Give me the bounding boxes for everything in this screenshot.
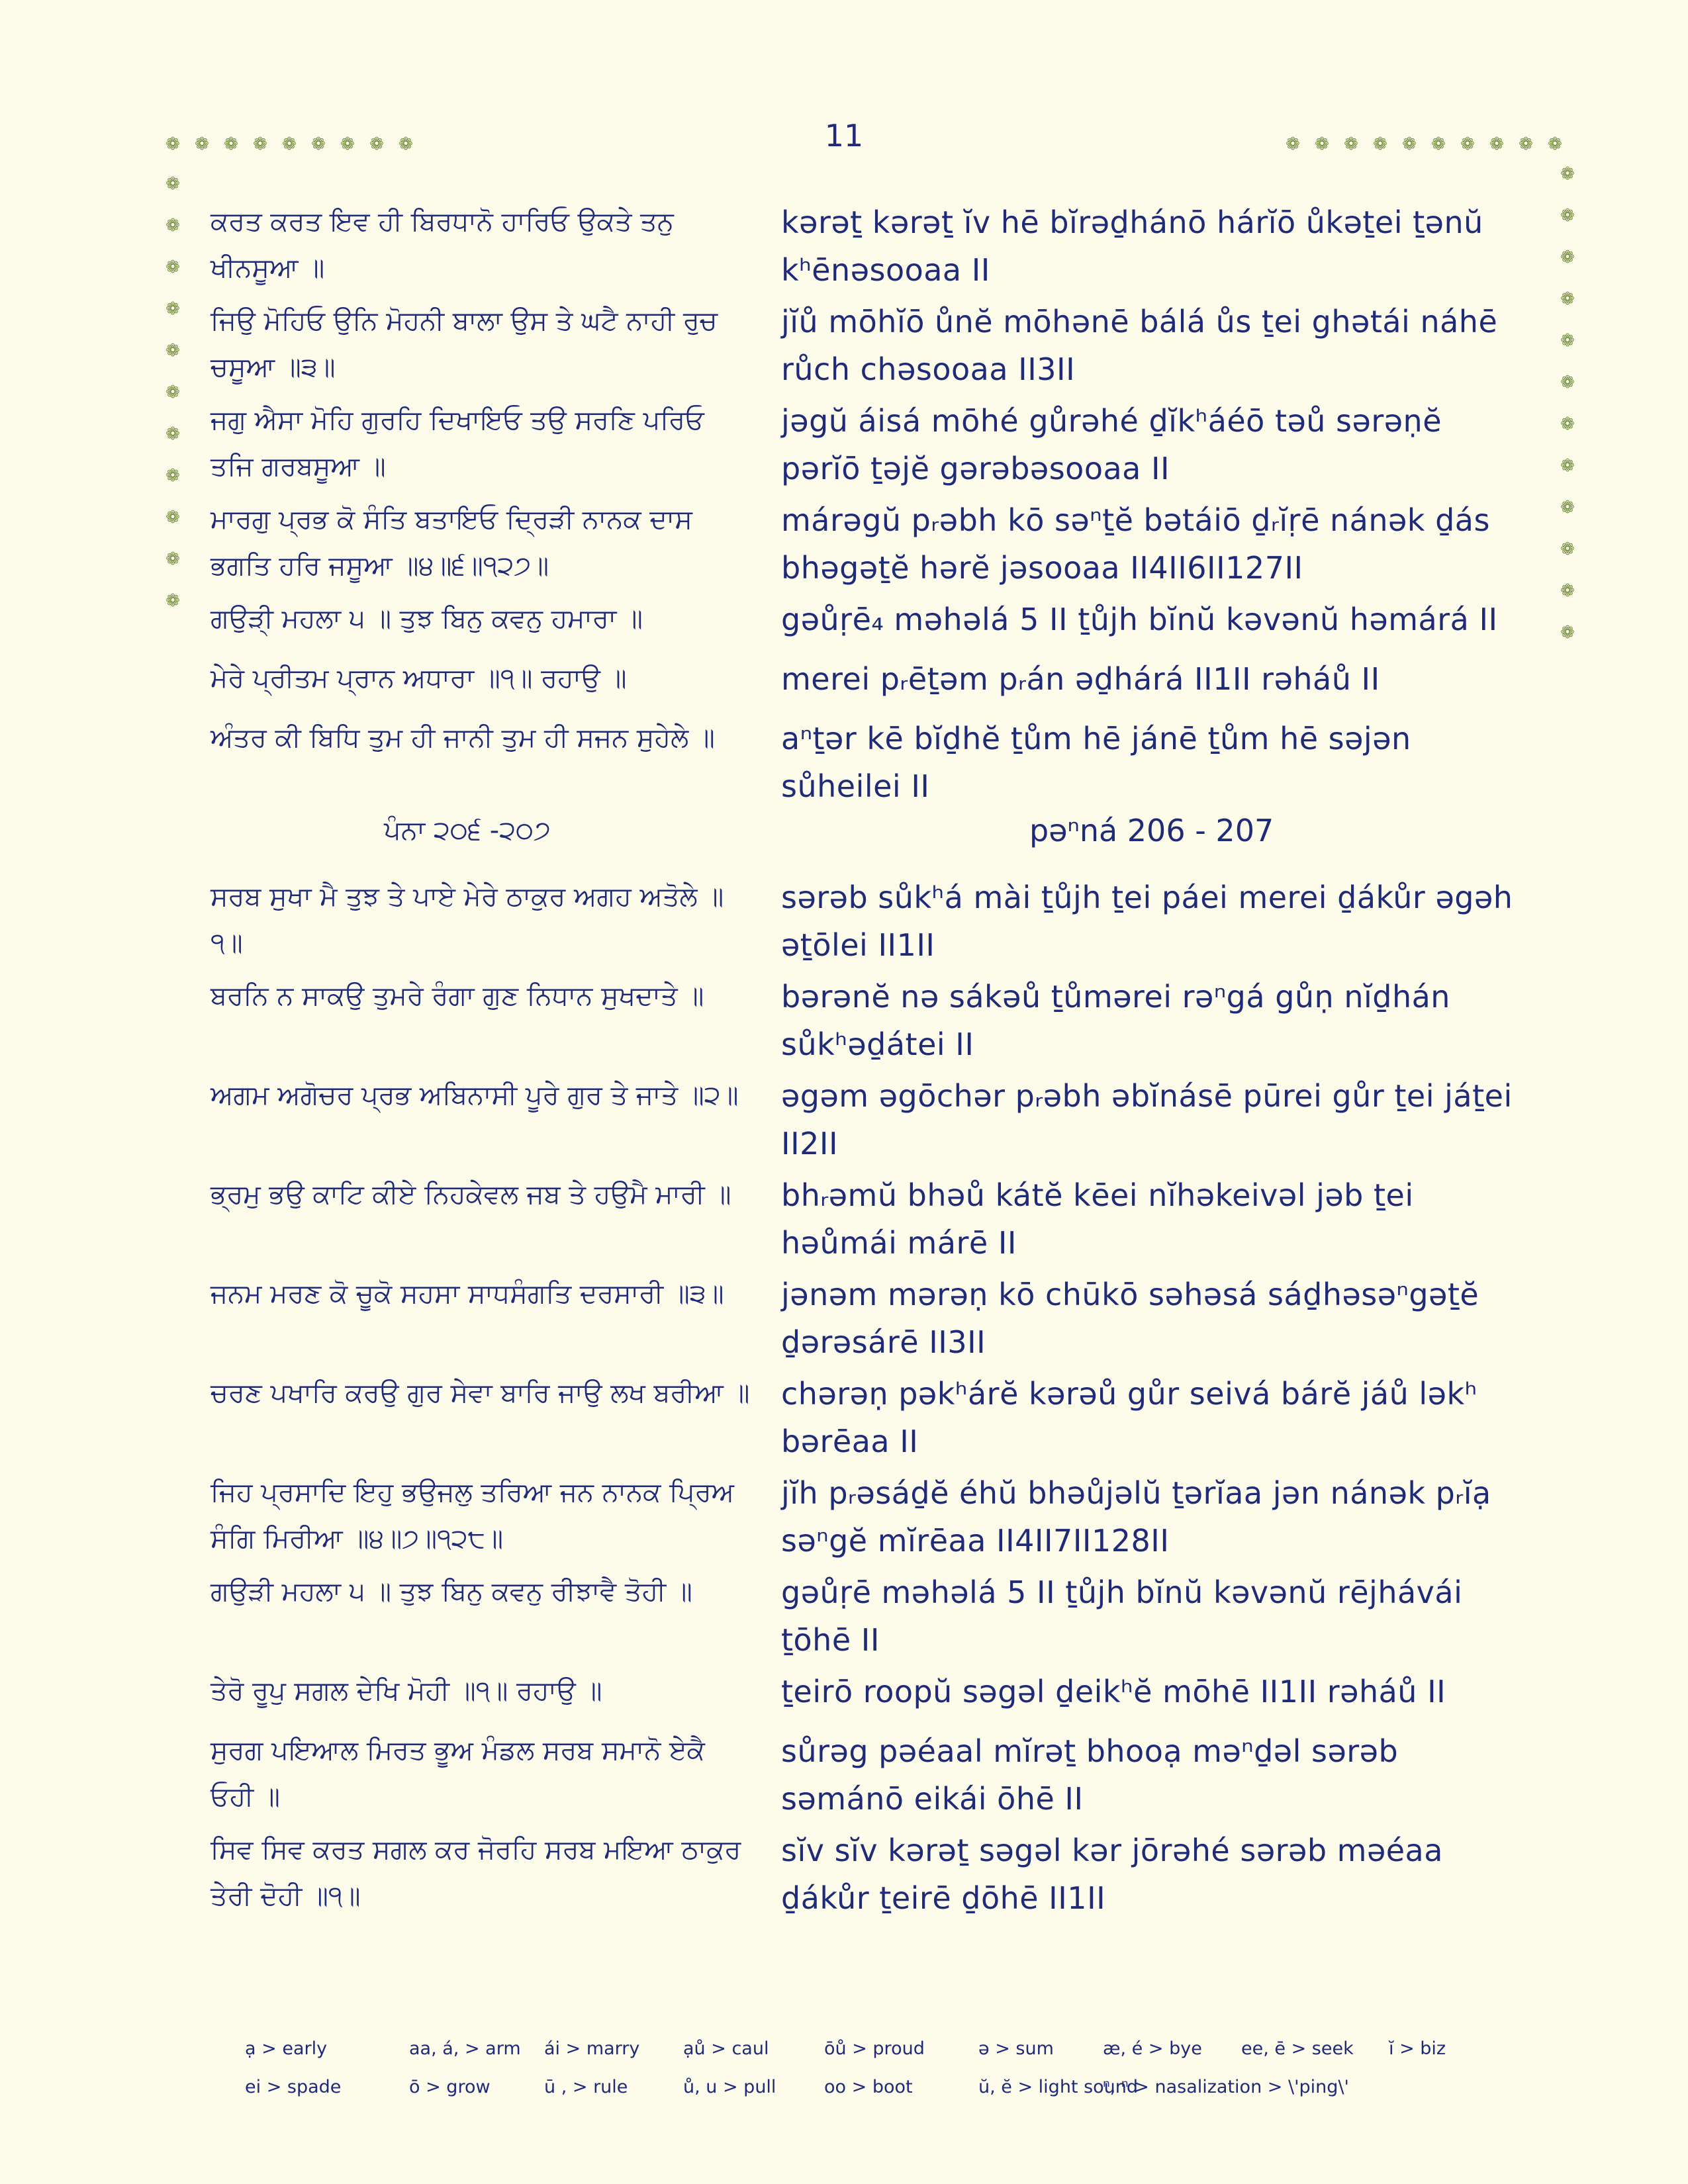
verse-gurmukhi: ਭ੍ਰਮੁ ਭਉ ਕਾਟਿ ਕੀਏ ਨਿਹਕੇਵਲ ਜਬ ਤੇ ਹਉਮੈ ਮਾਰੀ ॥ bbox=[211, 1179, 731, 1210]
flower-ornament-icon: ❁ bbox=[1373, 134, 1387, 154]
legend-entry: aa, á, > arm bbox=[409, 2038, 521, 2059]
legend-entry: ŭ, ĕ > light sound bbox=[978, 2077, 1139, 2097]
verse-transliteration: sĭv sĭv kərəṯ səgəl kər jōrəhé sərəb məéaa ḏákůr ṯeirē ḏōhē II1II bbox=[781, 1833, 1443, 1916]
verse-gurmukhi: ਜਗੁ ਐਸਾ ਮੋਹਿ ਗੁਰਹਿ ਦਿਖਾਇਓ ਤਉ ਸਰਣਿ ਪਰਿਓ ਤਜਿ ਗਰਬਸੂਆ ॥ bbox=[211, 405, 704, 482]
flower-ornament-icon: ❁ bbox=[165, 134, 180, 154]
legend-entry: ōů > proud bbox=[824, 2038, 925, 2059]
legend-entry: æ, é > bye bbox=[1103, 2038, 1202, 2059]
flower-ornament-icon: ❁ bbox=[1315, 134, 1329, 154]
flower-ornament-icon: ❁ bbox=[1560, 331, 1575, 351]
verse-transliteration: jĭh pᵣəsáḏĕ éhŭ bhəůjəlŭ ṯərĭaa jən nánək pᵣĭạ səⁿgĕ mĭrēaa II4II7II128II bbox=[781, 1475, 1491, 1559]
flower-ornament-icon: ❁ bbox=[224, 134, 238, 154]
verse-transliteration: chərəṇ pəkʰárĕ kərəů gůr seivá bárĕ jáů ləkʰ bərēaa II bbox=[781, 1376, 1477, 1459]
flower-ornament-icon: ❁ bbox=[1286, 134, 1300, 154]
flower-ornament-icon: ❁ bbox=[1560, 581, 1575, 601]
verse-transliteration: ṯeirō roopŭ səgəl ḏeikʰĕ mōhē II1II rəháů II bbox=[781, 1674, 1446, 1709]
legend-entry: ạů > caul bbox=[683, 2038, 769, 2059]
verse-gurmukhi: ਜਿਉ ਮੋਹਿਓ ਉਨਿ ਮੋਹਨੀ ਬਾਲਾ ਉਸ ਤੇ ਘਟੈ ਨਾਹੀ ਰੁਚ ਚਸੂਆ ॥੩॥ bbox=[211, 306, 718, 383]
flower-ornament-icon: ❁ bbox=[165, 341, 180, 361]
legend-entry: ů, u > pull bbox=[683, 2077, 776, 2097]
verse-gurmukhi: ਕਰਤ ਕਰਤ ਇਵ ਹੀ ਬਿਰਧਾਨੋ ਹਾਰਿਓ ਉਕਤੇ ਤਨੁ ਖੀਨਸੂਆ ॥ bbox=[211, 206, 674, 283]
verse-gurmukhi: ਗਉੜੀ ਮਹਲਾ ੫ ॥ ਤੁਝ ਬਿਨੁ ਕਵਨੁ ਰੀਝਾਵੈ ਤੋਹੀ ॥ bbox=[211, 1576, 692, 1607]
verse-gurmukhi: ਬਰਨਿ ਨ ਸਾਕਉ ਤੁਮਰੇ ਰੰਗਾ ਗੁਣ ਨਿਧਾਨ ਸੁਖਦਾਤੇ ॥ bbox=[211, 981, 704, 1011]
legend-entry: ⁿ, ⁿ > nasalization > \'ping\' bbox=[1103, 2077, 1349, 2097]
flower-ornament-icon: ❁ bbox=[1560, 289, 1575, 309]
verse-transliteration: bərənĕ nə sákəů ṯůmərei rəⁿgá gůṇ nĭḏhán sůkʰəḏátei II bbox=[781, 979, 1450, 1062]
verse-gurmukhi: ਸੁਰਗ ਪਇਆਲ ਮਿਰਤ ਭੂਅ ਮੰਡਲ ਸਰਬ ਸਮਾਨੋ ਏਕੈ ਓਹੀ ॥ bbox=[211, 1735, 705, 1812]
flower-ornament-icon: ❁ bbox=[165, 466, 180, 486]
verse-transliteration: əgəm əgōchər pᵣəbh əbĭnásē pūrei gůr ṯei jáṯei II2II bbox=[781, 1078, 1513, 1161]
verse-transliteration: jənəm mərəṇ kō chūkō səhəsá sáḏhəsəⁿgəṯĕ ḏərəsárē II3II bbox=[781, 1277, 1479, 1360]
flower-ornament-icon: ❁ bbox=[165, 383, 180, 402]
legend-entry: ái > marry bbox=[544, 2038, 640, 2059]
flower-ornament-icon: ❁ bbox=[1560, 456, 1575, 476]
flower-ornament-icon: ❁ bbox=[1489, 134, 1504, 154]
verse-transliteration: gəůṛē məhəlá 5 II ṯůjh bĭnŭ kəvənŭ rējhávái ṯōhē II bbox=[781, 1574, 1463, 1658]
verse-transliteration: aⁿṯər kē bĭḏhĕ ṯům hē jánē ṯům hē səjən sůheilei II bbox=[781, 721, 1411, 804]
flower-ornament-icon: ❁ bbox=[1560, 164, 1575, 184]
flower-ornament-icon: ❁ bbox=[1560, 498, 1575, 518]
legend-entry: oo > boot bbox=[824, 2077, 913, 2097]
flower-ornament-icon: ❁ bbox=[311, 134, 326, 154]
flower-ornament-icon: ❁ bbox=[165, 299, 180, 319]
flower-ornament-icon: ❁ bbox=[165, 257, 180, 277]
flower-ornament-icon: ❁ bbox=[1460, 134, 1475, 154]
verse-gurmukhi: ਸਰਬ ਸੁਖਾ ਮੈ ਤੁਝ ਤੇ ਪਾਏ ਮੇਰੇ ਠਾਕੁਰ ਅਗਹ ਅਤੋਲੇ ॥੧॥ bbox=[211, 882, 724, 958]
flower-ornament-icon: ❁ bbox=[369, 134, 384, 154]
flower-ornament-icon: ❁ bbox=[399, 134, 413, 154]
flower-ornament-icon: ❁ bbox=[1344, 134, 1358, 154]
page-ref-gurmukhi: ਪੰਨਾ ੨੦੬ -੨੦੭ bbox=[384, 815, 551, 846]
legend-entry: ĭ > biz bbox=[1389, 2038, 1446, 2059]
flower-ornament-icon: ❁ bbox=[165, 591, 180, 611]
legend-entry: ō > grow bbox=[409, 2077, 491, 2097]
verse-gurmukhi: ਮੇਰੇ ਪ੍ਰੀਤਮ ਪ੍ਰਾਨ ਅਧਾਰਾ ॥੧॥ ਰਹਾਉ ॥ bbox=[211, 663, 627, 694]
verse-transliteration: sərəb sůkʰá mài ṯůjh ṯei páei merei ḏákůr əgəh əṯōlei II1II bbox=[781, 880, 1513, 963]
legend-entry: ə > sum bbox=[978, 2038, 1054, 2059]
verse-transliteration: jĭů mōhĭō ůnĕ mōhənē bálá ůs ṯei ghətái náhē růch chəsooaa II3II bbox=[781, 304, 1498, 387]
verse-transliteration: kərəṯ kərəṯ ĭv hē bĭrəḏhánō hárĭō ůkəṯei ṯənŭ kʰēnəsooaa II bbox=[781, 205, 1483, 288]
flower-ornament-icon: ❁ bbox=[1431, 134, 1446, 154]
flower-ornament-icon: ❁ bbox=[1519, 134, 1533, 154]
verse-transliteration: merei pᵣēṯəm pᵣán əḏhárá II1II rəháů II bbox=[781, 661, 1380, 697]
flower-ornament-icon: ❁ bbox=[253, 134, 267, 154]
verse-transliteration: márəgŭ pᵣəbh kō səⁿṯĕ bətáiō ḏᵣĭṛē nánək ḏás bhəgəṯĕ hərĕ jəsooaa II4II6II127II bbox=[781, 502, 1490, 586]
legend-entry: ee, ē > seek bbox=[1241, 2038, 1354, 2059]
flower-ornament-icon: ❁ bbox=[165, 508, 180, 527]
flower-ornament-icon: ❁ bbox=[340, 134, 355, 154]
flower-ornament-icon: ❁ bbox=[165, 424, 180, 444]
verse-gurmukhi: ਅੰਤਰ ਕੀ ਬਿਧਿ ਤੁਮ ਹੀ ਜਾਨੀ ਤੁਮ ਹੀ ਸਜਨ ਸੁਹੇਲੇ ॥ bbox=[211, 723, 715, 753]
verse-transliteration: sůrəg pəéaal mĭrəṯ bhooạ məⁿḏəl sərəb səmánō eikái ōhē II bbox=[781, 1733, 1399, 1817]
verse-gurmukhi: ਜਿਹ ਪ੍ਰਸਾਦਿ ਇਹੁ ਭਉਜਲੁ ਤਰਿਆ ਜਨ ਨਾਨਕ ਪ੍ਰਿਅ ਸੰਗਿ ਮਿਰੀਆ ॥੪॥੭॥੧੨੮॥ bbox=[211, 1477, 735, 1554]
flower-ornament-icon: ❁ bbox=[1560, 623, 1575, 643]
verse-gurmukhi: ਮਾਰਗੁ ਪ੍ਰਭ ਕੋ ਸੰਤਿ ਬਤਾਇਓ ਦ੍ਰਿੜੀ ਨਾਨਕ ਦਾਸ ਭਗਤਿ ਹਰਿ ਜਸੂਆ ॥੪॥੬॥੧੨੭॥ bbox=[211, 504, 692, 581]
verse-transliteration: gəůṛē₄ məhəlá 5 II ṯůjh bĭnŭ kəvənŭ həmárá II bbox=[781, 602, 1498, 637]
flower-ornament-icon: ❁ bbox=[165, 549, 180, 569]
flower-ornament-icon: ❁ bbox=[1560, 539, 1575, 559]
page-number: 11 bbox=[824, 118, 864, 154]
verse-gurmukhi: ਚਰਣ ਪਖਾਰਿ ਕਰਉ ਗੁਰ ਸੇਵਾ ਬਾਰਿ ਜਾਉ ਲਖ ਬਰੀਆ ॥ bbox=[211, 1378, 750, 1408]
legend-entry: ạ > early bbox=[245, 2038, 328, 2059]
flower-ornament-icon: ❁ bbox=[1560, 373, 1575, 392]
flower-ornament-icon: ❁ bbox=[1560, 206, 1575, 226]
flower-ornament-icon: ❁ bbox=[1560, 414, 1575, 434]
flower-ornament-icon: ❁ bbox=[165, 174, 180, 194]
verse-gurmukhi: ਸਿਵ ਸਿਵ ਕਰਤ ਸਗਲ ਕਰ ਜੋਰਹਿ ਸਰਬ ਮਇਆ ਠਾਕੁਰ ਤੇਰੀ ਦੋਹੀ ॥੧॥ bbox=[211, 1835, 741, 1911]
verse-gurmukhi: ਤੇਰੋ ਰੂਪੁ ਸਗਲ ਦੇਖਿ ਮੋਹੀ ॥੧॥ ਰਹਾਉ ॥ bbox=[211, 1676, 602, 1706]
flower-ornament-icon: ❁ bbox=[282, 134, 297, 154]
flower-ornament-icon: ❁ bbox=[1560, 248, 1575, 267]
verse-gurmukhi: ਅਗਮ ਅਗੋਚਰ ਪ੍ਰਭ ਅਬਿਨਾਸੀ ਪੂਰੇ ਗੁਰ ਤੇ ਜਾਤੇ ॥੨॥ bbox=[211, 1080, 739, 1111]
verse-transliteration: jəgŭ áisá mōhé gůrəhé ḏĭkʰáéō təů sərəṇĕ pərĭō ṯəjĕ gərəbəsooaa II bbox=[781, 403, 1442, 486]
legend-entry: ei > spade bbox=[245, 2077, 342, 2097]
flower-ornament-icon: ❁ bbox=[1402, 134, 1417, 154]
flower-ornament-icon: ❁ bbox=[195, 134, 209, 154]
flower-ornament-icon: ❁ bbox=[165, 216, 180, 236]
flower-ornament-icon: ❁ bbox=[1548, 134, 1562, 154]
verse-gurmukhi: ਜਨਮ ਮਰਣ ਕੋ ਚੂਕੋ ਸਹਸਾ ਸਾਧਸੰਗਤਿ ਦਰਸਾਰੀ ॥੩॥ bbox=[211, 1279, 724, 1309]
verse-transliteration: bhᵣəmŭ bhəů kátĕ kēei nĭhəkeivəl jəb ṯei həůmái márē II bbox=[781, 1177, 1414, 1261]
legend-entry: ū , > rule bbox=[544, 2077, 628, 2097]
verse-gurmukhi: ਗਉੜੀ੍ ਮਹਲਾ ੫ ॥ ਤੁਝ ਬਿਨੁ ਕਵਨੁ ਹਮਾਰਾ ॥ bbox=[211, 604, 643, 634]
page-ref-translit: pəⁿná 206 - 207 bbox=[1029, 813, 1274, 848]
